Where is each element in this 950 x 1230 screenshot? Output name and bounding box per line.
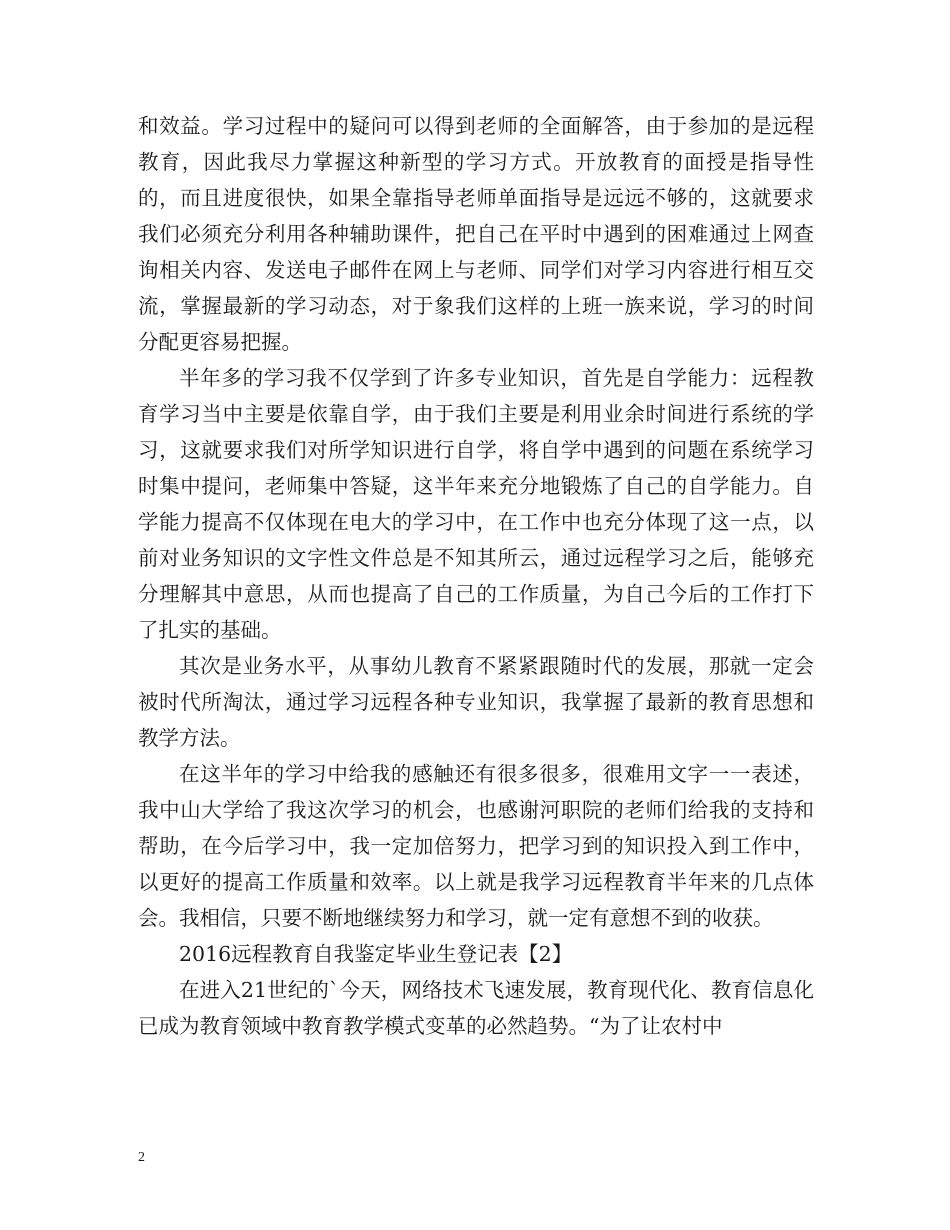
section-heading: 2016远程教育自我鉴定毕业生登记表【2】 bbox=[179, 942, 573, 966]
paragraph-4: 在这半年的学习中给我的感触还有很多很多，很难用文字一一表述，我中山大学给了我这次学习的机会，也感谢河职院的老师们给我的支持和帮助，在今后学习中，我一定加倍努力，把学习到的知识投入到工作中，以更好的提高工作质量和效率。以上就是我学习远程教育半年来的几点体会。我相信，只要不断地继续努力和学习，就一定有意想不到的收获。 bbox=[138, 762, 814, 930]
paragraph-1: 和效益。学习过程中的疑问可以得到老师的全面解答，由于参加的是远程教育，因此我尽力掌握这种新型的学习方式。开放教育的面授是指导性的，而且进度很快，如果全靠指导老师单面指导是远远不够的，这就要求我们必须充分利用各种辅助课件，把自己在平时中遇到的困难通过上网查询相关内容、发送电子邮件在网上与老师、同学们对学习内容进行相互交流，掌握最新的学习动态，对于象我们这样的上班一族来说，学习的时间分配更容易把握。 bbox=[138, 114, 814, 354]
paragraph-3: 其次是业务水平，从事幼儿教育不紧紧跟随时代的发展，那就一定会被时代所淘汰，通过学习远程各种专业知识，我掌握了最新的教育思想和教学方法。 bbox=[138, 654, 814, 750]
page-number: 2 bbox=[138, 1150, 145, 1165]
paragraph-5: 在进入21世纪的`今天，网络技术飞速发展，教育现代化、教育信息化已成为教育领域中教育教学模式变革的必然趋势。“为了让农村中 bbox=[138, 978, 814, 1038]
document-body bbox=[138, 108, 814, 1044]
paragraph-2: 半年多的学习我不仅学到了许多专业知识，首先是自学能力：远程教育学习当中主要是依靠自学，由于我们主要是利用业余时间进行系统的学习，这就要求我们对所学知识进行自学，将自学中遇到的问题在系统学习时集中提问，老师集中答疑，这半年来充分地锻炼了自己的自学能力。自学能力提高不仅体现在电大的学习中，在工作中也充分体现了这一点，以前对业务知识的文字性文件总是不知其所云，通过远程学习之后，能够充分理解其中意思，从而也提高了自己的工作质量，为自己今后的工作打下了扎实的基础。 bbox=[138, 366, 814, 642]
